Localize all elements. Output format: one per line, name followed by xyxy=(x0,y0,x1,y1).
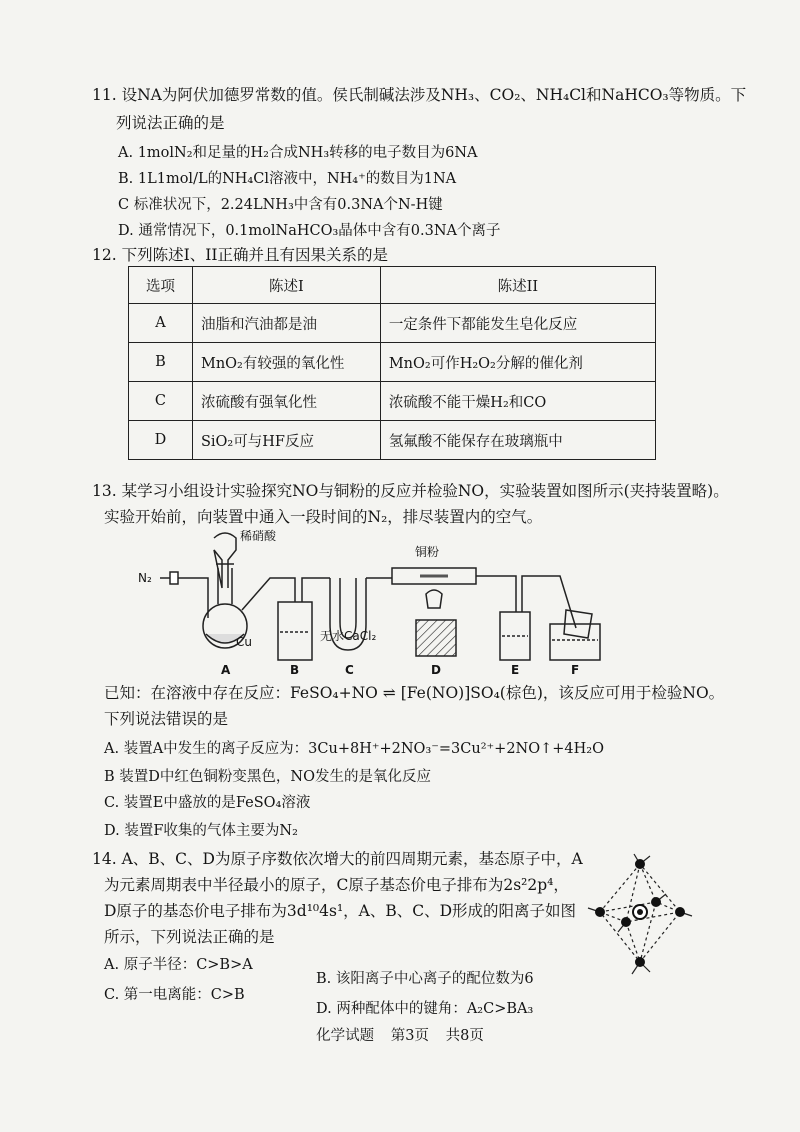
cation-structure-diagram xyxy=(580,850,700,978)
table-cell: 浓硫酸不能干燥H₂和CO xyxy=(380,382,655,421)
q13-option-c: C. 装置E中盛放的是FeSO₄溶液 xyxy=(104,795,311,811)
q14-stem-line2: 为元素周期表中半径最小的原子，C原子基态价电子排布为2s²2p⁴， xyxy=(104,876,569,894)
table-header-row xyxy=(129,267,656,304)
q13-known: 已知：在溶液中存在反应：FeSO₄+NO ⇌ [Fe(NO)]SO₄(棕色)，该反应可用于检验NO。 xyxy=(104,684,725,702)
label-d: D xyxy=(431,663,441,677)
label-copper-powder: 铜粉 xyxy=(415,545,440,559)
footer-page: 第3页 xyxy=(390,1028,429,1044)
q13-ask: 下列说法错误的是 xyxy=(104,710,229,728)
q11-option-b: B. 1L1mol/L的NH₄Cl溶液中，NH₄⁺的数目为1NA xyxy=(118,171,457,187)
label-b: B xyxy=(290,663,300,677)
q14-stem-line1: 14. A、B、C、D为原子序数依次增大的前四周期元素，基态原子中，A xyxy=(92,850,583,868)
flask-a-neck xyxy=(218,568,232,604)
table-cell: 一定条件下都能发生皂化反应 xyxy=(380,304,655,343)
q11-option-d: D. 通常情况下，0.1molNaHCO₃晶体中含有0.3NA个离子 xyxy=(118,223,501,239)
table-row xyxy=(129,304,656,343)
ligand-atom-front xyxy=(621,917,631,927)
central-ion-core xyxy=(637,909,643,915)
tube-a-b xyxy=(242,578,295,610)
burner-stand xyxy=(416,620,456,656)
trough-f xyxy=(550,624,600,660)
n2-clamp xyxy=(170,572,178,584)
q11-option-c: C 标准状况下，2.24LNH₃中含有0.3NA个N-H键 xyxy=(118,197,443,213)
table-header-cell: 陈述II xyxy=(380,267,655,304)
q14-option-b: B. 该阳离子中心离子的配位数为6 xyxy=(316,971,534,987)
table-row xyxy=(129,382,656,421)
label-c: C xyxy=(345,663,354,677)
q13-stem-line2: 实验开始前，向装置中通入一段时间的N₂，排尽装置内的空气。 xyxy=(104,508,543,526)
experiment-apparatus-diagram xyxy=(130,528,610,678)
q11-option-a: A. 1molN₂和足量的H₂合成NH₃转移的电子数目为6NA xyxy=(118,145,478,161)
footer-total: 共8页 xyxy=(445,1028,484,1044)
table-cell: SiO₂可与HF反应 xyxy=(192,421,380,460)
table-cell: A xyxy=(129,304,193,343)
q14-option-c: C. 第一电离能：C>B xyxy=(104,987,245,1003)
table-row xyxy=(129,343,656,382)
burner xyxy=(426,590,442,608)
page-footer xyxy=(0,1024,800,1045)
label-n2: N₂ xyxy=(138,571,152,585)
label-f: F xyxy=(571,663,580,677)
table-cell: B xyxy=(129,343,193,382)
table-row xyxy=(129,421,656,460)
footer-subject: 化学试题 xyxy=(316,1028,375,1044)
ligand-atom-bottom xyxy=(635,957,645,967)
label-a: A xyxy=(221,663,231,677)
q11-stem-line2: 列说法正确的是 xyxy=(116,114,225,132)
label-e: E xyxy=(511,663,520,677)
label-anhydrous-cacl2: 无水CaCl₂ xyxy=(320,629,377,643)
ligand-atom-top xyxy=(635,859,645,869)
q14-stem-line4: 所示，下列说法正确的是 xyxy=(104,928,275,946)
q14-option-d: D. 两种配体中的键角：A₂C>BA₃ xyxy=(316,1001,534,1017)
label-cu: Cu xyxy=(236,635,252,649)
table-cell: 油脂和汽油都是油 xyxy=(192,304,380,343)
label-dilute-nitric-acid: 稀硝酸 xyxy=(240,529,277,543)
q14-option-a: A. 原子半径：C>B>A xyxy=(104,957,253,973)
q13-option-b: B 装置D中红色铜粉变黑色，NO发生的是氧化反应 xyxy=(104,769,431,785)
q12-stem: 12. 下列陈述I、II正确并且有因果关系的是 xyxy=(92,246,388,264)
n2-inlet-tube xyxy=(160,578,208,618)
table-cell: MnO₂有较强的氧化性 xyxy=(192,343,380,382)
table-header-cell: 选项 xyxy=(129,267,193,304)
bottle-b xyxy=(278,602,312,660)
ligand-atom-left xyxy=(595,907,605,917)
table-header-cell: 陈述I xyxy=(192,267,380,304)
table-cell: MnO₂可作H₂O₂分解的催化剂 xyxy=(380,343,655,382)
q14-stem-line3: D原子的基态价电子排布为3d¹⁰4s¹，A、B、C、D形成的阳离子如图 xyxy=(104,902,577,920)
q13-option-d: D. 装置F收集的气体主要为N₂ xyxy=(104,823,298,839)
ligand-atom-back xyxy=(651,897,661,907)
table-cell: 浓硫酸有强氧化性 xyxy=(192,382,380,421)
table-cell: 氢氟酸不能保存在玻璃瓶中 xyxy=(380,421,655,460)
q11-stem-line1: 11. 设NA为阿伏加德罗常数的值。侯氏制碱法涉及NH₃、CO₂、NH₄Cl和NaHCO₃等物质。下 xyxy=(92,86,747,104)
tube-d-e xyxy=(476,576,516,612)
ligand-atom-right xyxy=(675,907,685,917)
q13-stem-line1: 13. 某学习小组设计实验探究NO与铜粉的反应并检验NO，实验装置如图所示(夹持装置略)。 xyxy=(92,482,729,500)
q12-table xyxy=(128,266,656,460)
q13-option-a: A. 装置A中发生的离子反应为：3Cu+8H⁺+2NO₃⁻=3Cu²⁺+2NO↑+4H₂O xyxy=(104,741,605,757)
table-cell: D xyxy=(129,421,193,460)
table-cell: C xyxy=(129,382,193,421)
